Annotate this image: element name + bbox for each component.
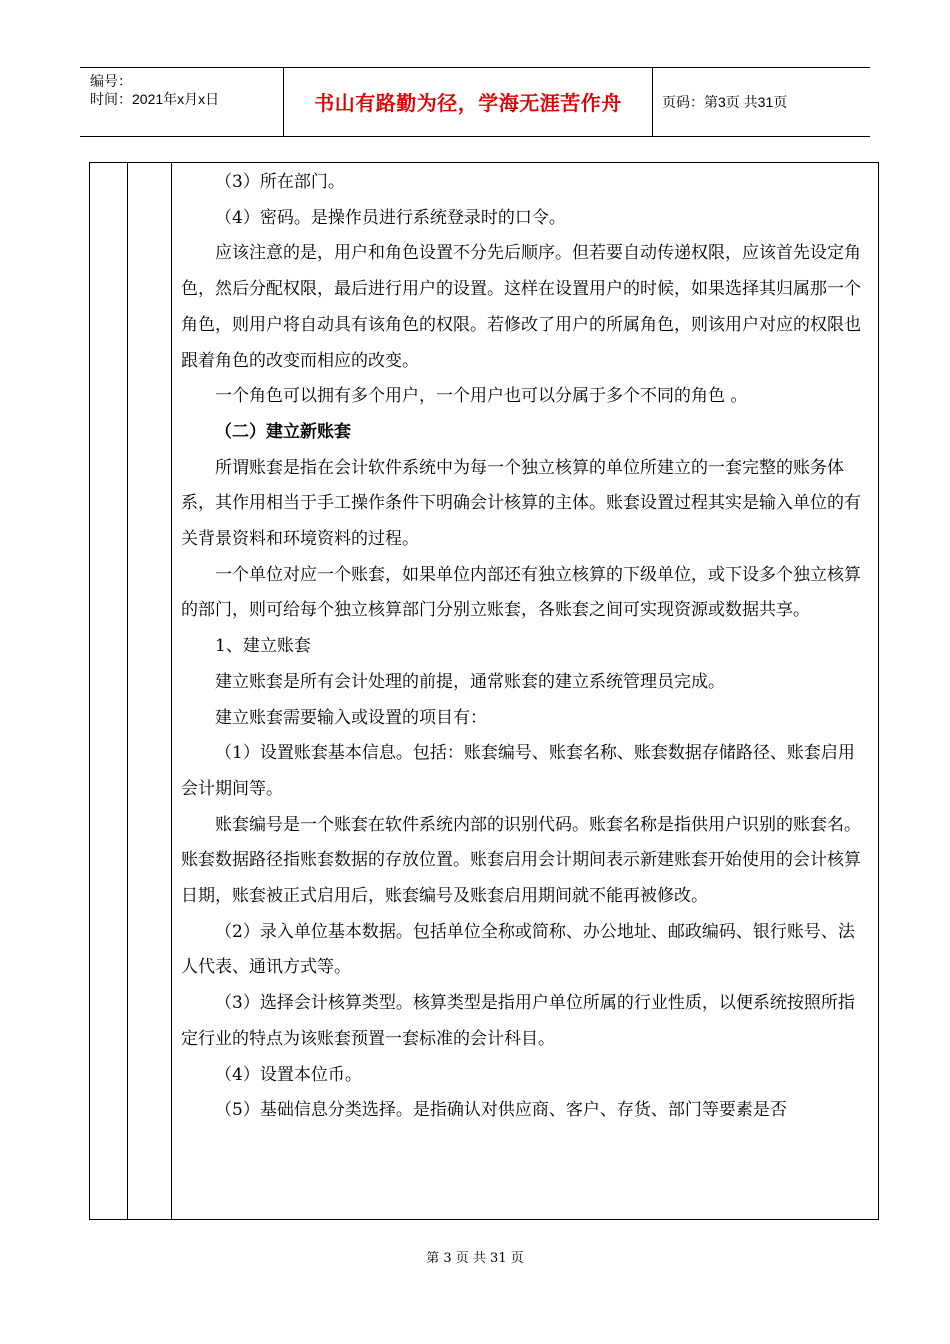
- paragraph: 所谓账套是指在会计软件系统中为每一个独立核算的单位所建立的一套完整的账务体系，其作用相当于手工操作条件下明确会计核算的主体。账套设置过程其实是输入单位的有关背景资料和环境资料的过程。: [181, 457, 861, 550]
- header-bottom-rule: [80, 136, 870, 137]
- header-meta: [90, 72, 280, 108]
- subsection-heading: 1、建立账套: [215, 636, 311, 657]
- section-heading: （二）建立新账套: [215, 421, 351, 442]
- header-divider-right: [652, 67, 653, 136]
- document-number: 编号：: [90, 73, 132, 89]
- paragraph: （1）设置账套基本信息。包括：账套编号、账套名称、账套数据存储路径、账套启用会计期间等。: [181, 743, 855, 799]
- paragraph: 账套编号是一个账套在软件系统内部的识别代码。账套名称是指供用户识别的账套名。账套数据路径指账套数据的存放位置。账套启用会计期间表示新建账套开始使用的会计核算日期，账套被正式启用后，账套编号及账套启用期间就不能再被修改。: [181, 814, 861, 907]
- paragraph: （2）录入单位基本数据。包括单位全称或简称、办公地址、邮政编码、银行账号、法人代表、通讯方式等。: [181, 921, 855, 978]
- paragraph: 一个角色可以拥有多个用户，一个用户也可以分属于多个不同的角色 。: [215, 386, 748, 407]
- paragraph: 应该注意的是，用户和角色设置不分先后顺序。但若要自动传递权限，应该首先设定角色，然后分配权限，最后进行用户的设置。这样在设置用户的时候，如果选择其归属那一个角色，则用户将自动具有该角色的权限。若修改了用户的所属角色，则该用户对应的权限也跟着角色的改变而相应的改变。: [181, 243, 861, 371]
- document-date: 时间：2021年x月x日: [90, 91, 220, 107]
- paragraph: （4）密码。是操作员进行系统登录时的口令。: [215, 207, 566, 228]
- table-column-divider-1: [127, 162, 128, 1220]
- header-motto: 书山有路勤为径，学海无涯苦作舟: [314, 91, 622, 115]
- paragraph: 建立账套需要输入或设置的项目有：: [215, 707, 487, 728]
- paragraph: （4）设置本位币。: [215, 1064, 362, 1085]
- paragraph: 建立账套是所有会计处理的前提，通常账套的建立系统管理员完成。: [215, 671, 725, 692]
- paragraph: 一个单位对应一个账套，如果单位内部还有独立核算的下级单位，或下设多个独立核算的部门，则可给每个独立核算部门分别立账套，各账套之间可实现资源或数据共享。: [181, 564, 861, 621]
- header-page-info: 页码：第3页 共31页: [662, 93, 788, 110]
- paragraph: （3）选择会计核算类型。核算类型是指用户单位所属的行业性质，以便系统按照所指定行业的特点为该账套预置一套标准的会计科目。: [181, 993, 855, 1049]
- document-body: [181, 165, 871, 1129]
- paragraph: （5）基础信息分类选择。是指确认对供应商、客户、存货、部门等要素是否: [215, 1100, 787, 1121]
- table-column-divider-2: [171, 162, 172, 1220]
- paragraph: （3）所在部门。: [215, 172, 345, 192]
- page-footer: 第 3 页 共 31 页: [426, 1251, 524, 1266]
